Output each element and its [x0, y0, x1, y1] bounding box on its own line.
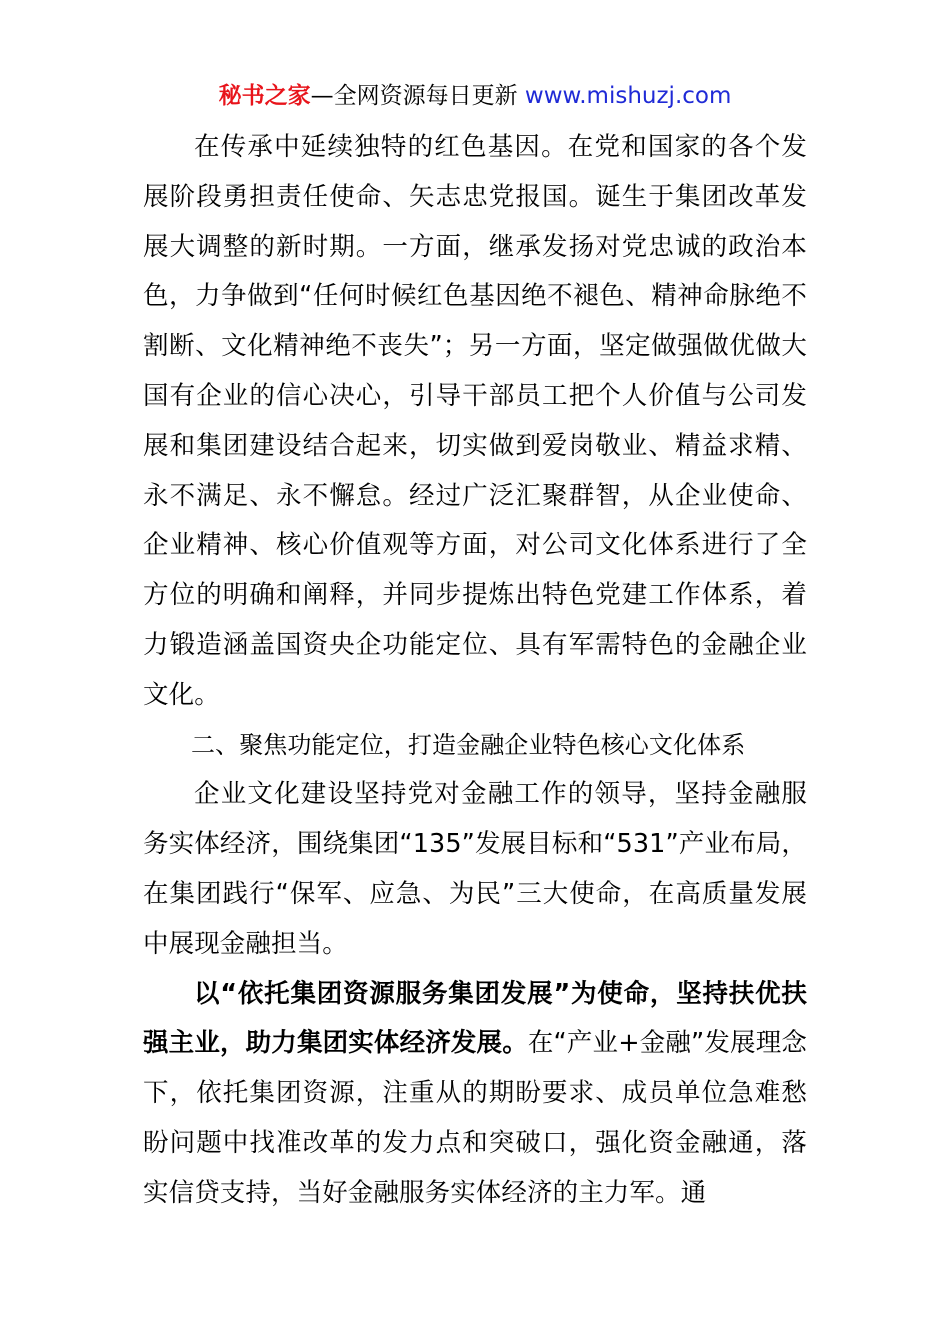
document-body [143, 123, 807, 1219]
paragraph-culture-building: 企业文化建设坚持党对金融工作的领导，坚持金融服务实体经济，围绕集团“135”发展目标和“531”产业布局，在集团践行“保军、应急、为民”三大使命，在高质量发展中展现金融担当。 [143, 779, 807, 959]
site-url-link[interactable]: www.mishuzj.com [524, 83, 732, 109]
paragraph-red-gene: 在传承中延续独特的红色基因。在党和国家的各个发展阶段勇担责任使命、矢志忠党报国。诞生于集团改革发展大调整的新时期。一方面，继承发扬对党忠诚的政治本色，力争做到“任何时候红色基因绝不褪色、精神命脉绝不割断、文化精神绝不丧失”；另一方面，坚定做强做优做大国有企业的信心决心，引导干部员工把个人价值与公司发展和集团建设结合起来，切实做到爱岗敬业、精益求精、永不满足、永不懈怠。经过广泛汇聚群智，从企业使命、企业精神、核心价值观等方面，对公司文化体系进行了全方位的明确和阐释，并同步提炼出特色党建工作体系，着力锻造涵盖国资央企功能定位、具有军需特色的金融企业文化。 [143, 132, 807, 710]
paragraph-mission-text: 在“产业+金融”发展理念下，依托集团资源，注重从的期盼要求、成员单位急难愁盼问题中找准改革的发力点和突破口，强化资金融通，落实信贷支持，当好金融服务实体经济的主力军。通 [143, 1028, 807, 1208]
site-brand: 秘书之家 [218, 83, 311, 109]
site-tagline: —全网资源每日更新 [310, 83, 525, 109]
paragraph-mission-lead: 以“依托集团资源服务集团发展”为使命，坚持扶优扶强主业，助力集团实体经济发展。 [143, 978, 807, 1059]
paragraph-mission [143, 970, 807, 1219]
section-heading-2: 二、聚焦功能定位，打造金融企业特色核心文化体系 [191, 730, 746, 759]
site-header [0, 80, 950, 112]
